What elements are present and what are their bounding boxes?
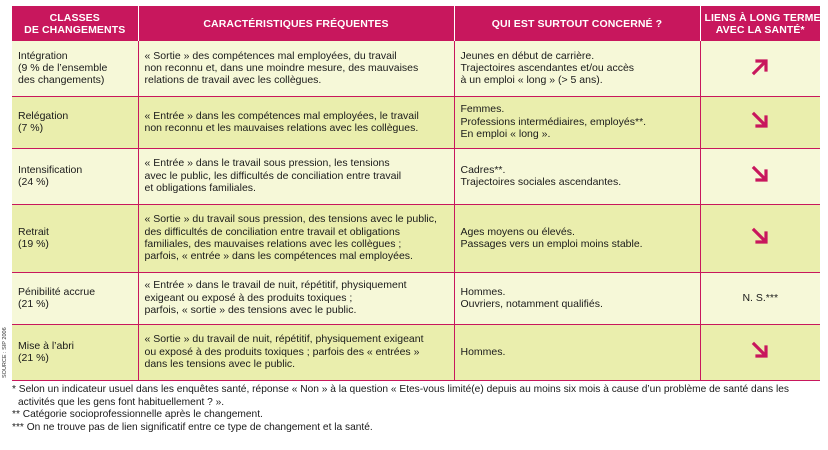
cell-concernes-line: Jeunes en début de carrière.	[460, 49, 595, 62]
cell-classe-line: (24 %)	[18, 176, 49, 188]
cell-classe-line: Relégation	[18, 109, 69, 122]
cell-classe	[12, 272, 138, 324]
cell-concernes	[454, 204, 700, 272]
table-row	[12, 272, 820, 324]
cell-classe-line: Intensification	[18, 163, 83, 176]
cell-caracteristiques-line: avec le public, les difficultés de conciliation entre travail	[144, 169, 402, 182]
cell-caracteristiques-line: parfois, « entrée » dans les compétences mal employées.	[144, 250, 413, 263]
cell-concernes-line: Ages moyens ou élevés.	[460, 225, 575, 238]
cell-concernes-line: En emploi « long ».	[460, 128, 551, 141]
table-row	[12, 324, 820, 380]
cell-caracteristiques-line: non reconnu et les mauvaises relations avec les collègues.	[144, 122, 419, 134]
cell-concernes-line: Trajectoires ascendantes et/ou accès	[460, 62, 635, 75]
cell-classe-line: (7 %)	[18, 122, 44, 134]
cell-lien-sante	[700, 324, 820, 380]
cell-caracteristiques-line: ou exposé à des produits toxiques ; parfois des « entrées »	[144, 345, 420, 358]
cell-concernes	[454, 324, 700, 380]
cell-caracteristiques	[138, 272, 454, 324]
cell-concernes	[454, 96, 700, 148]
table-header-row	[12, 6, 820, 41]
cell-caracteristiques-line: « Sortie » des compétences mal employées, du travail	[144, 49, 397, 62]
cell-concernes-line: Professions intermédiaires, employés**.	[460, 115, 647, 128]
down-arrow-icon	[750, 164, 770, 184]
cell-classe-line: Retrait	[18, 225, 49, 238]
cell-caracteristiques-line: familiales, des mauvaises relations avec les collègues ;	[144, 238, 402, 250]
cell-classe-line: des changements)	[18, 74, 105, 87]
table-row	[12, 204, 820, 272]
cell-caracteristiques-line: parfois, « sortie » des tensions avec le public.	[144, 304, 357, 317]
source-label: SOURCE : SIP 2006	[2, 327, 8, 378]
cell-classe-line: (21 %)	[18, 298, 49, 310]
footnote-3: *** On ne trouve pas de lien significatif entre ce type de changement et la santé.	[12, 421, 373, 433]
cell-concernes	[454, 148, 700, 204]
cell-caracteristiques	[138, 324, 454, 380]
cell-concernes-line: Cadres**.	[460, 163, 506, 176]
cell-classe	[12, 41, 138, 96]
cell-classe	[12, 324, 138, 380]
header-concernes: QUI EST SURTOUT CONCERNÉ ?	[454, 6, 700, 41]
cell-concernes-line: Hommes.	[460, 345, 506, 358]
cell-concernes-line: à un emploi « long » (> 5 ans).	[460, 74, 603, 87]
cell-caracteristiques-line: « Entrée » dans les compétences mal employées, le travail	[144, 109, 419, 122]
cell-caracteristiques-line: « Sortie » du travail sous pression, des tensions avec le public,	[144, 213, 437, 226]
cell-concernes-line: Passages vers un emploi moins stable.	[460, 238, 643, 250]
down-arrow-icon	[750, 110, 770, 130]
cell-caracteristiques	[138, 96, 454, 148]
changes-table-wrapper	[12, 6, 820, 381]
down-arrow-icon	[750, 340, 770, 360]
cell-lien-sante	[700, 41, 820, 96]
cell-caracteristiques-line: « Sortie » du travail de nuit, répétitif, physiquement exigeant	[144, 333, 424, 346]
footnote-2: ** Catégorie socioprofessionnelle après le changement.	[12, 409, 263, 421]
cell-classe-line: Intégration	[18, 49, 68, 62]
cell-concernes-line: Femmes.	[460, 103, 505, 116]
cell-caracteristiques-line: non reconnu et, dans une moindre mesure, des mauvaises	[144, 62, 419, 75]
table-row	[12, 96, 820, 148]
cell-caracteristiques-line: « Entrée » dans le travail sous pression, les tensions	[144, 157, 390, 170]
cell-classe-line: (21 %)	[18, 352, 49, 364]
cell-caracteristiques	[138, 204, 454, 272]
table-row	[12, 148, 820, 204]
cell-classe	[12, 96, 138, 148]
header-caracteristiques: CARACTÉRISTIQUES FRÉQUENTES	[138, 6, 454, 41]
cell-classe-line: (19 %)	[18, 238, 49, 250]
cell-caracteristiques-line: exigeant ou exposé à des produits toxiques ;	[144, 291, 353, 304]
not-significant-label: N. S.***	[742, 291, 779, 304]
cell-caracteristiques	[138, 148, 454, 204]
table-row	[12, 41, 820, 96]
cell-caracteristiques-line: relations de travail avec les collègues.	[144, 74, 322, 87]
cell-caracteristiques-line: des difficultés de conciliation entre travail et obligations	[144, 225, 400, 238]
footnotes	[12, 384, 820, 434]
cell-lien-sante	[700, 272, 820, 324]
cell-caracteristiques	[138, 41, 454, 96]
cell-concernes-line: Hommes.	[460, 285, 506, 298]
footnote-1b: activités que les gens font habituellement ? ».	[18, 396, 225, 408]
cell-lien-sante	[700, 148, 820, 204]
changes-table	[12, 6, 820, 381]
cell-caracteristiques-line: et obligations familiales.	[144, 182, 256, 195]
cell-classe-line: Mise à l’abri	[18, 339, 75, 352]
cell-lien-sante	[700, 96, 820, 148]
cell-concernes	[454, 272, 700, 324]
cell-classe	[12, 148, 138, 204]
down-arrow-icon	[750, 226, 770, 246]
header-classes: CLASSES DE CHANGEMENTS	[12, 6, 138, 41]
footnote-1a: * Selon un indicateur usuel dans les enquêtes santé, réponse « Non » à la question « Etes-vous limité(e) depuis au moins six mois à cause d’un problème de santé dans les	[12, 384, 789, 395]
header-liens-sante: LIENS À LONG TERME AVEC LA SANTÉ*	[700, 6, 820, 41]
cell-concernes-line: Trajectoires sociales ascendantes.	[460, 176, 622, 188]
cell-classe	[12, 204, 138, 272]
cell-caracteristiques-line: « Entrée » dans le travail de nuit, répétitif, physiquement	[144, 279, 407, 292]
cell-classe-line: Pénibilité accrue	[18, 285, 96, 298]
cell-caracteristiques-line: dans les tensions avec le public.	[144, 358, 296, 371]
cell-lien-sante	[700, 204, 820, 272]
up-arrow-icon	[750, 57, 770, 77]
cell-classe-line: (9 % de l’ensemble	[18, 62, 108, 75]
cell-concernes	[454, 41, 700, 96]
cell-concernes-line: Ouvriers, notamment qualifiés.	[460, 298, 603, 310]
